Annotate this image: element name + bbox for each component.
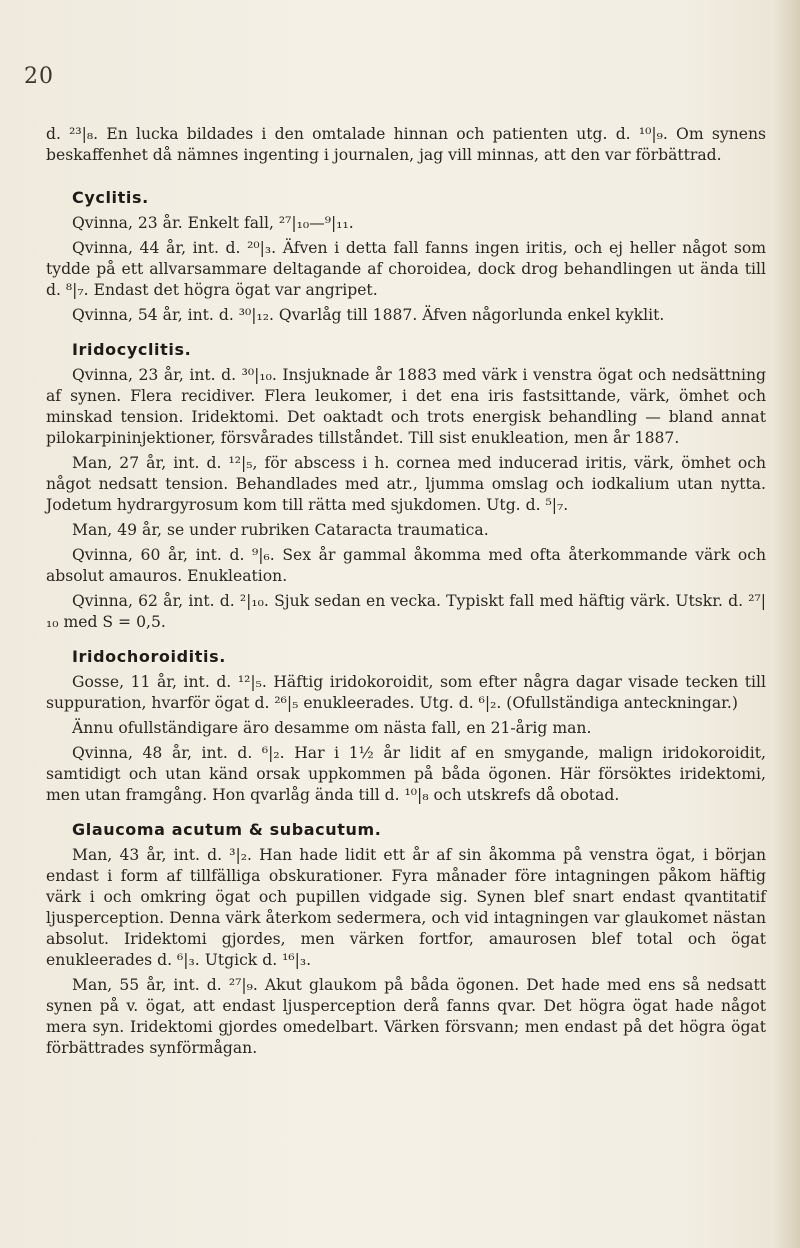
case-paragraph: Qvinna, 54 år, int. d. ³⁰|₁₂. Qvarlåg till 1887. Äfven någorlunda enkel kyklit.: [72, 306, 665, 324]
case-paragraph: Qvinna, 48 år, int. d. ⁶|₂. Har i 1½ år lidit af en smygande, malign iridokoroidit, samtidigt och utan känd orsak uppkommen på båda ögonen. Här försöktes iridektomi, men utan framgång. Hon qvarlåg ända till d. ¹⁰|₈ och utskrefs då obotad.: [46, 744, 766, 804]
case-paragraph: Qvinna, 23 år, int. d. ³⁰|₁₀. Insjuknade år 1883 med värk i venstra ögat och nedsättning af synen. Flera recidiver. Flera leukomer, i det ena iris fastsittande, värk, ömhet och minskad tension. Iridektomi. Det oaktadt och trots energisk behandling — bland annat pilokarpininjektioner, försvårades tillståndet. Till sist enukleation, men år 1887.: [46, 366, 766, 447]
page-edge-shadow: [774, 0, 800, 1248]
section-cyclitis: [46, 188, 766, 326]
case-paragraph: Man, 49 år, se under rubriken Cataracta traumatica.: [72, 521, 489, 539]
section-iridocyclitis: [46, 340, 766, 633]
case-paragraph: Man, 55 år, int. d. ²⁷|₉. Akut glaukom på båda ögonen. Det hade med ens så nedsatt synen på v. ögat, att endast ljusperception derå fanns qvar. Det högra ögat hade något mera syn. Iridektomi gjordes omedelbart. Värken försvann; men endast på det högra ögat förbättrades synförmågan.: [46, 976, 766, 1057]
section-heading-glaucoma: Glaucoma acutum & subacutum.: [72, 820, 382, 839]
case-paragraph: Qvinna, 62 år, int. d. ²|₁₀. Sjuk sedan en vecka. Typiskt fall med häftig värk. Utskr. d. ²⁷|₁₀ med S = 0,5.: [46, 592, 766, 631]
case-paragraph: Gosse, 11 år, int. d. ¹²|₅. Häftig iridokoroidit, som efter några dagar visade tecken till suppuration, hvarför ögat d. ²⁶|₅ enukleerades. Utg. d. ⁶|₂. (Ofullständiga anteckningar.): [46, 673, 766, 712]
case-paragraph: Man, 27 år, int. d. ¹²|₅, för abscess i h. cornea med inducerad iritis, värk, ömhet och något nedsatt tension. Behandlades med atr., ljumma omslag och iodkalium utan nytta. Jodetum hydrargyrosum kom till rätta med sjukdomen. Utg. d. ⁵|₇.: [46, 454, 766, 514]
section-heading-iridocyclitis: Iridocyclitis.: [72, 340, 192, 359]
section-glaucoma: [46, 820, 766, 1059]
case-paragraph: Qvinna, 60 år, int. d. ⁹|₆. Sex år gammal åkomma med ofta återkommande värk och absolut amauros. Enukleation.: [46, 546, 766, 585]
page-body: [46, 124, 766, 1059]
section-heading-cyclitis: Cyclitis.: [72, 188, 149, 207]
intro-paragraph: d. ²³|₈. En lucka bildades i den omtalade hinnan och patienten utg. d. ¹⁰|₉. Om synens beskaffenhet då nämnes ingenting i journalen, jag vill minnas, att den var förbättrad.: [46, 125, 766, 164]
page-number: 20: [24, 64, 54, 89]
case-paragraph: Man, 43 år, int. d. ³|₂. Han hade lidit ett år af sin åkomma på venstra ögat, i början endast i form af tillfälliga obskurationer. Fyra månader före intagningen påkom häftig värk i och omkring ögat och pupillen vidgade sig. Synen blef snart endast qvantitatif ljusperception. Denna värk återkom sedermera, och vid intagningen var glaukomet nästan absolut. Iridektomi gjordes, men värken fortfor, amaurosen blef total och ögat enukleerades d. ⁶|₃. Utgick d. ¹⁶|₃.: [46, 846, 766, 969]
section-iridochoroiditis: [46, 647, 766, 806]
case-paragraph: Qvinna, 44 år, int. d. ²⁰|₃. Äfven i detta fall fanns ingen iritis, och ej heller något som tydde på ett allvarsammare deltagande af choroidea, dock drog behandlingen ut ända till d. ⁸|₇. Endast det högra ögat var angripet.: [46, 239, 766, 299]
section-heading-iridochoroiditis: Iridochoroiditis.: [72, 647, 226, 666]
case-paragraph: Ännu ofullständigare äro desamme om nästa fall, en 21-årig man.: [72, 719, 592, 737]
case-paragraph: Qvinna, 23 år. Enkelt fall, ²⁷|₁₀—⁹|₁₁.: [72, 214, 354, 232]
